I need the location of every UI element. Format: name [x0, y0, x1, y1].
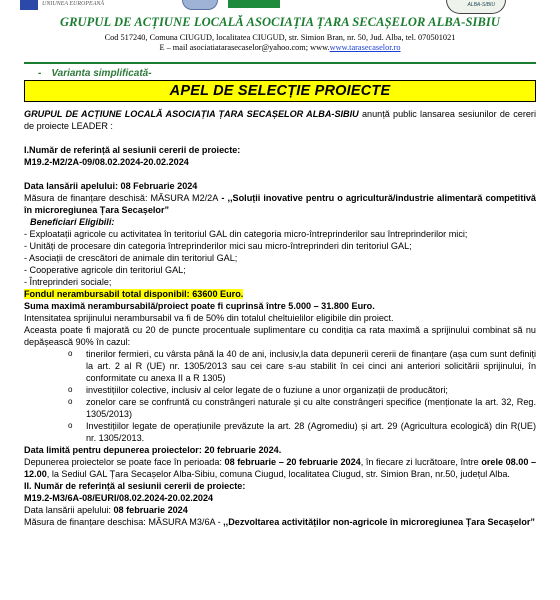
section2-launch-label: Data lansării apelului: [24, 505, 114, 515]
document-body [24, 108, 536, 528]
organization-title: GRUPUL DE ACȚIUNE LOCALĂ ASOCIAȚIA ȚARA SECAȘELOR ALBA-SIBIU [59, 15, 501, 29]
eu-logo-label: UNIUNEA EUROPEANĂ [42, 1, 105, 7]
section2-launch-value: 08 februarie 2024 [113, 505, 188, 515]
beneficiary-item: - Exploatații agricole cu activitatea în teritoriul GAL din categoria micro-întreprinderilor sau întreprinderilor mici; [24, 229, 468, 239]
eu-logo [14, 0, 106, 12]
beneficiary-item: - Asociații de crescători de animale din teritoriul GAL; [24, 253, 238, 263]
website-link[interactable]: www.tarasecaselor.ro [329, 43, 401, 52]
intro-paragraph [24, 108, 536, 132]
section1-measure-label: Măsura de finanțare deschisă: MĂSURA M2/2A [24, 193, 219, 203]
header-divider [24, 62, 536, 64]
section1-launch-date: Data lansării apelului: 08 Februarie 2024 [24, 181, 198, 191]
beneficiaries-heading: Beneficiari Eligibili: [30, 217, 115, 227]
section2-launch-date [24, 504, 536, 516]
list-item: o tinerilor fermieri, cu vârsta până la 40 de ani, inclusiv,la data depunerii cererii de finanțare (așa cum sunt definiți la art. 2 al R (UE) nr. 1305/2013 sau cei care s-au stabilit în cei cinci ani anteriori solicitării sprijinului, în conformitate cu anexa II a R 1305) [68, 348, 536, 384]
list-item: o investițiilor colective, inclusiv al celor legate de o fuziune a unor organizații de producători; [68, 384, 536, 396]
section1-measure [24, 192, 536, 216]
submission-hours: orele 08.00 – 12.00 [24, 457, 537, 479]
list-item: o Investițiilor legate de operațiunile prevăzute la art. 28 (Agromediu) și art. 29 (Agricultura ecologică) din R(UE) nr. 1305/2013. [68, 420, 536, 444]
section1-measure-title: - ,,Soluții inovative pentru o agricultură/industrie alimentară competitivă în microregiunea Țara Secașelor” [24, 193, 536, 215]
submission-text: Depunerea proiectelor se poate face în perioada: [24, 457, 225, 467]
letterhead [0, 15, 560, 52]
section2-heading: II. Număr de referință al sesiunii cererii de proiecte: [24, 481, 246, 491]
submission-text: , în fiecare zi lucrătoare, între [360, 457, 482, 467]
increase-cases-list [68, 348, 536, 444]
section1-code: M19.2-M2/2A-09/08.02.2024-20.02.2024 [24, 157, 189, 167]
section2-measure-title: ,,Dezvoltarea activităților non-agricole în microregiunea Țara Secașelor” [223, 517, 535, 527]
variant-text: Varianta simplificată- [51, 68, 152, 79]
call-banner [24, 80, 536, 102]
variant-label [38, 68, 152, 79]
call-banner-title: APEL DE SELECȚIE PROIECTE [169, 83, 391, 99]
government-logo [182, 0, 218, 10]
submission-deadline: Data limită pentru depunerea proiectelor: 20 februarie 2024. [24, 445, 282, 455]
organization-contact [0, 43, 560, 52]
submission-period: 08 februarie – 20 februarie 2024 [224, 457, 361, 467]
submission-details [24, 456, 536, 480]
section1-heading: I.Număr de referință al sesiunii cererii de proiecte: [24, 145, 241, 155]
gal-logo-label: ALBA-SIBIU [467, 2, 495, 8]
beneficiary-item: - Întreprinderi sociale; [24, 277, 112, 287]
leader-logo [228, 0, 280, 8]
fund-total: Fondul nerambursabil total disponibil: 63600 Euro. [24, 289, 244, 299]
support-increase: Aceasta poate fi majorată cu 20 de puncte procentuale suplimentare cu condiția ca rata maximă a sprijinului combinat să nu depășească 90% în cazul: [24, 325, 536, 347]
beneficiary-item: - Unități de procesare din categoria întreprinderilor mici sau micro-întreprinderi din teritoriul GAL; [24, 241, 412, 251]
intro-organization: GRUPUL DE ACȚIUNE LOCALĂ ASOCIAȚIA ȚARA SECAȘELOR ALBA-SIBIU [24, 109, 359, 119]
section2-measure [24, 516, 536, 528]
variant-dash: - [38, 68, 42, 79]
email-text: E – mail asociatiatarasecaselor@yahoo.com; www. [159, 43, 330, 52]
section2-measure-label: Măsura de finanțare deschisa: MĂSURA M3/6A - [24, 517, 224, 527]
gal-logo [446, 0, 506, 14]
eu-flag-icon [20, 0, 38, 10]
beneficiary-item: - Cooperative agricole din teritoriul GAL; [24, 265, 186, 275]
section2-code: M19.2-M3/6A-08/EURI/08.02.2024-20.02.2024 [24, 493, 214, 503]
submission-text: , la Sediul GAL Țara Secașelor Alba-Sibiu, comuna Ciugud, localitatea Ciugud, str. Simion Bran, nr.50, județul Alba. [46, 469, 510, 479]
list-item: o zonelor care se confruntă cu constrângeri naturale și cu alte constrângeri specifice (menționate la art. 32, Reg. 1305/2013) [68, 396, 536, 420]
intro-text: anunță public lansarea sesiunilor de cereri de proiecte LEADER : [24, 109, 536, 131]
support-intensity: Intensitatea sprijinului nerambursabil va fi de 50% din totalul cheltuielilor eligibile din proiect. [24, 313, 394, 323]
organization-address: Cod 517240, Comuna CIUGUD, localitatea CIUGUD, str. Simion Bran, nr. 50, Jud. Alba, tel. 070501021 [104, 33, 456, 42]
max-amount: Suma maximă nerambursabilă/proiect poate fi cuprinsă între 5.000 – 31.800 Euro. [24, 301, 375, 311]
